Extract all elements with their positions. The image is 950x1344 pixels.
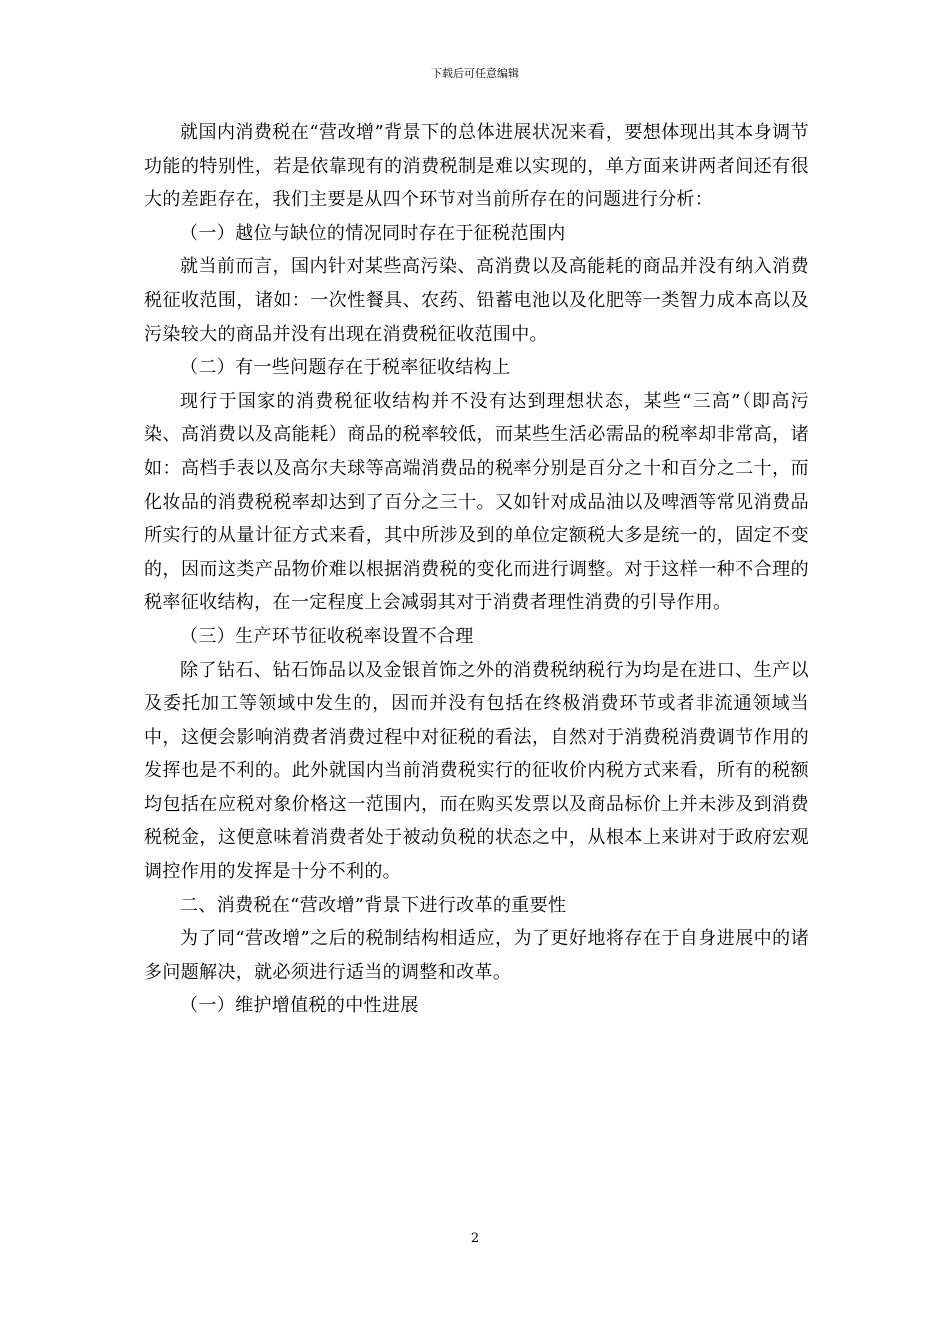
document-body — [144, 116, 809, 1023]
page-number: 2 — [470, 1231, 480, 1246]
section-heading-5: （一）维护增值税的中性进展 — [180, 995, 419, 1017]
paragraph-tax-scope: 就当前而言，国内针对某些高污染、高消费以及高能耗的商品并没有纳入消费税征收范围，诸如：一次性餐具、农药、铅蓄电池以及化肥等一类智力成本高以及污染较大的商品并没有出现在消费税征收范围中。 — [144, 256, 809, 345]
section-heading-1: （一）越位与缺位的情况同时存在于征税范围内 — [180, 222, 566, 244]
paragraph-production-stage: 除了钻石、钻石饰品以及金银首饰之外的消费税纳税行为均是在进口、生产以及委托加工等领域中发生的，因而并没有包括在终极消费环节或者非流通领域当中，这便会影响消费者消费过程中对征税的看法，自然对于消费税消费调节作用的发挥也是不利的。此外就国内当前消费税实行的征收价内税方式来看，所有的税额均包括在应税对象价格这一范围内，而在购买发票以及商品标价上并未涉及到消费税税金，这便意味着消费者处于被动负税的状态之中，从根本上来讲对于政府宏观调控作用的发挥是十分不利的。 — [144, 659, 809, 883]
paragraph-overview: 就国内消费税在“营改增”背景下的总体进展状况来看，要想体现出其本身调节功能的特别性，若是依靠现有的消费税制是难以实现的，单方面来讲两者间还有很大的差距存在，我们主要是从四个环节对当前所存在的问题进行分析： — [144, 122, 809, 211]
paragraph-tax-rate-structure: 现行于国家的消费税征收结构并不没有达到理想状态，某些“三高”（即高污染、高消费以及高能耗）商品的税率较低，而某些生活必需品的税率却非常高，诸如：高档手表以及高尔夫球等高端消费品的税率分别是百分之十和百分之二十，而化妆品的消费税税率却达到了百分之三十。又如针对成品油以及啤酒等常见消费品所实行的从量计征方式来看，其中所涉及到的单位定额税大多是统一的，固定不变的，因而这类产品物价难以根据消费税的变化而进行调整。对于这样一种不合理的税率征收结构，在一定程度上会减弱其对于消费者理性消费的引导作用。 — [144, 390, 809, 614]
section-heading-3: （三）生产环节征收税率设置不合理 — [180, 625, 474, 647]
paragraph-reform-importance: 为了同“营改增”之后的税制结构相适应，为了更好地将存在于自身进展中的诸多问题解决，就必须进行适当的调整和改革。 — [144, 928, 809, 983]
page-header: 下载后可任意编辑 — [431, 67, 519, 80]
section-heading-4: 二、消费税在“营改增”背景下进行改革的重要性 — [180, 894, 567, 916]
section-heading-2: （二）有一些问题存在于税率征收结构上 — [180, 357, 511, 379]
